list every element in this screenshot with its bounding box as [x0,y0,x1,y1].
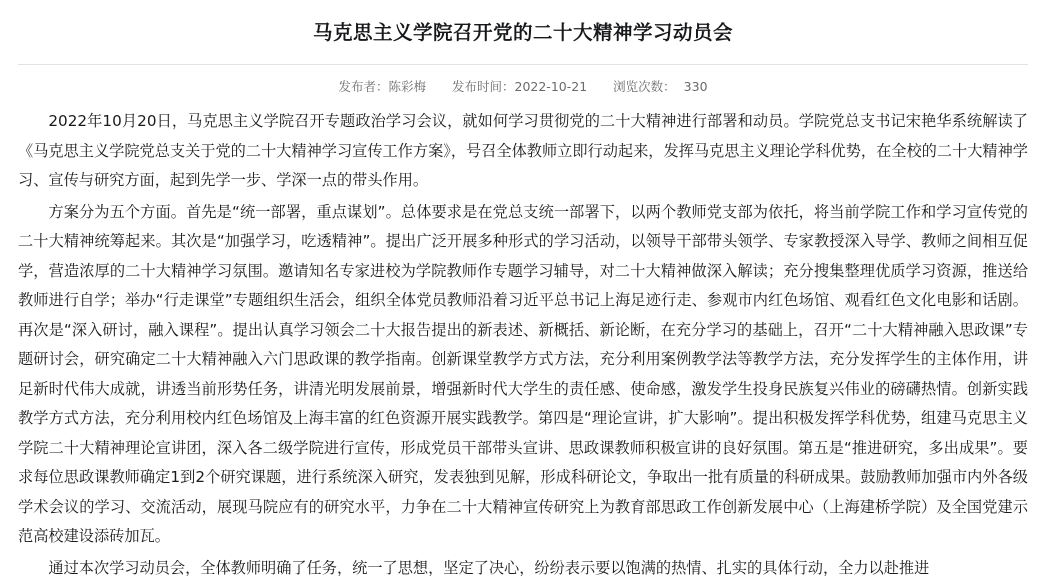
article-paragraph: 2022年10月20日，马克思主义学院召开专题政治学习会议，就如何学习贯彻党的二十大精神进行部署和动员。学院党总支书记宋艳华系统解读了《马克思主义学院党总支关于党的二十大精神学习宣传工作方案》，号召全体教师立即行动起来，发挥马克思主义理论学科优势，在全校的二十大精神学习、宣传与研究方面，起到先学一步、学深一点的带头作用。 [18,112,1028,189]
meta-date [452,77,587,95]
meta-views [613,77,707,95]
meta-author [338,77,426,95]
article-body [18,107,1028,576]
article-page [0,18,1046,576]
article-meta [18,65,1028,95]
meta-date-label: 发布时间： [451,79,515,94]
meta-views-value: 330 [683,79,708,94]
meta-views-label: 浏览次数： [613,79,676,94]
meta-author-label: 发布者： [338,79,389,94]
article-paragraph: 方案分为五个方面。首先是“统一部署，重点谋划”。总体要求是在党总支统一部署下，以两个教师党支部为依托，将当前学院工作和学习宣传党的二十大精神统筹起来。其次是“加强学习，吃透精神”。提出广泛开展多种形式的学习活动，以领导干部带头领学、专家教授深入导学、教师之间相互促学，营造浓厚的二十大精神学习氛围。邀请知名专家进校为学院教师作专题学习辅导，对二十大精神做深入解读；充分搜集整理优质学习资源，推送给教师进行自学；举办“行走课堂”专题组织生活会，组织全体党员教师沿着习近平总书记上海足迹行走、参观市内红色场馆、观看红色文化电影和话剧。再次是“深入研讨，融入课程”。提出认真学习领会二十大报告提出的新表述、新概括、新论断，在充分学习的基础上，召开“二十大精神融入思政课”专题研讨会，研究确定二十大精神融入六门思政课的教学指南。创新课堂教学方式方法，充分利用案例教学法等教学方法，充分发挥学生的主体作用，讲足新时代伟大成就，讲透当前形势任务，讲清光明发展前景，增强新时代大学生的责任感、使命感，激发学生投身民族复兴伟业的磅礴热情。创新实践教学方式方法，充分利用校内红色场馆及上海丰富的红色资源开展实践教学。第四是“理论宣讲，扩大影响”。提出积极发挥学科优势，组建马克思主义学院二十大精神理论宣讲团，深入各二级学院进行宣传，形成党员干部带头宣讲、思政课教师积极宣讲的良好氛围。第五是“推进研究，多出成果”。要求每位思政课教师确定1到2个研究课题，进行系统深入研究，发表独到见解，形成科研论文，争取出一批有质量的科研成果。鼓励教师加强市内外各级学术会议的学习、交流活动，展现马院应有的研究水平，力争在二十大精神宣传研究上为教育部思政工作创新发展中心（上海建桥学院）及全国党建示范高校建设添砖加瓦。 [18,202,1028,545]
meta-date-value: 2022-10-21 [514,79,588,94]
page-title: 马克思主义学院召开党的二十大精神学习动员会 [312,21,733,44]
meta-author-value: 陈彩梅 [388,79,426,94]
article-paragraph: 通过本次学习动员会，全体教师明确了任务，统一了思想，坚定了决心，纷纷表示要以饱满的热情、扎实的具体行动，全力以赴推进 [48,558,930,576]
